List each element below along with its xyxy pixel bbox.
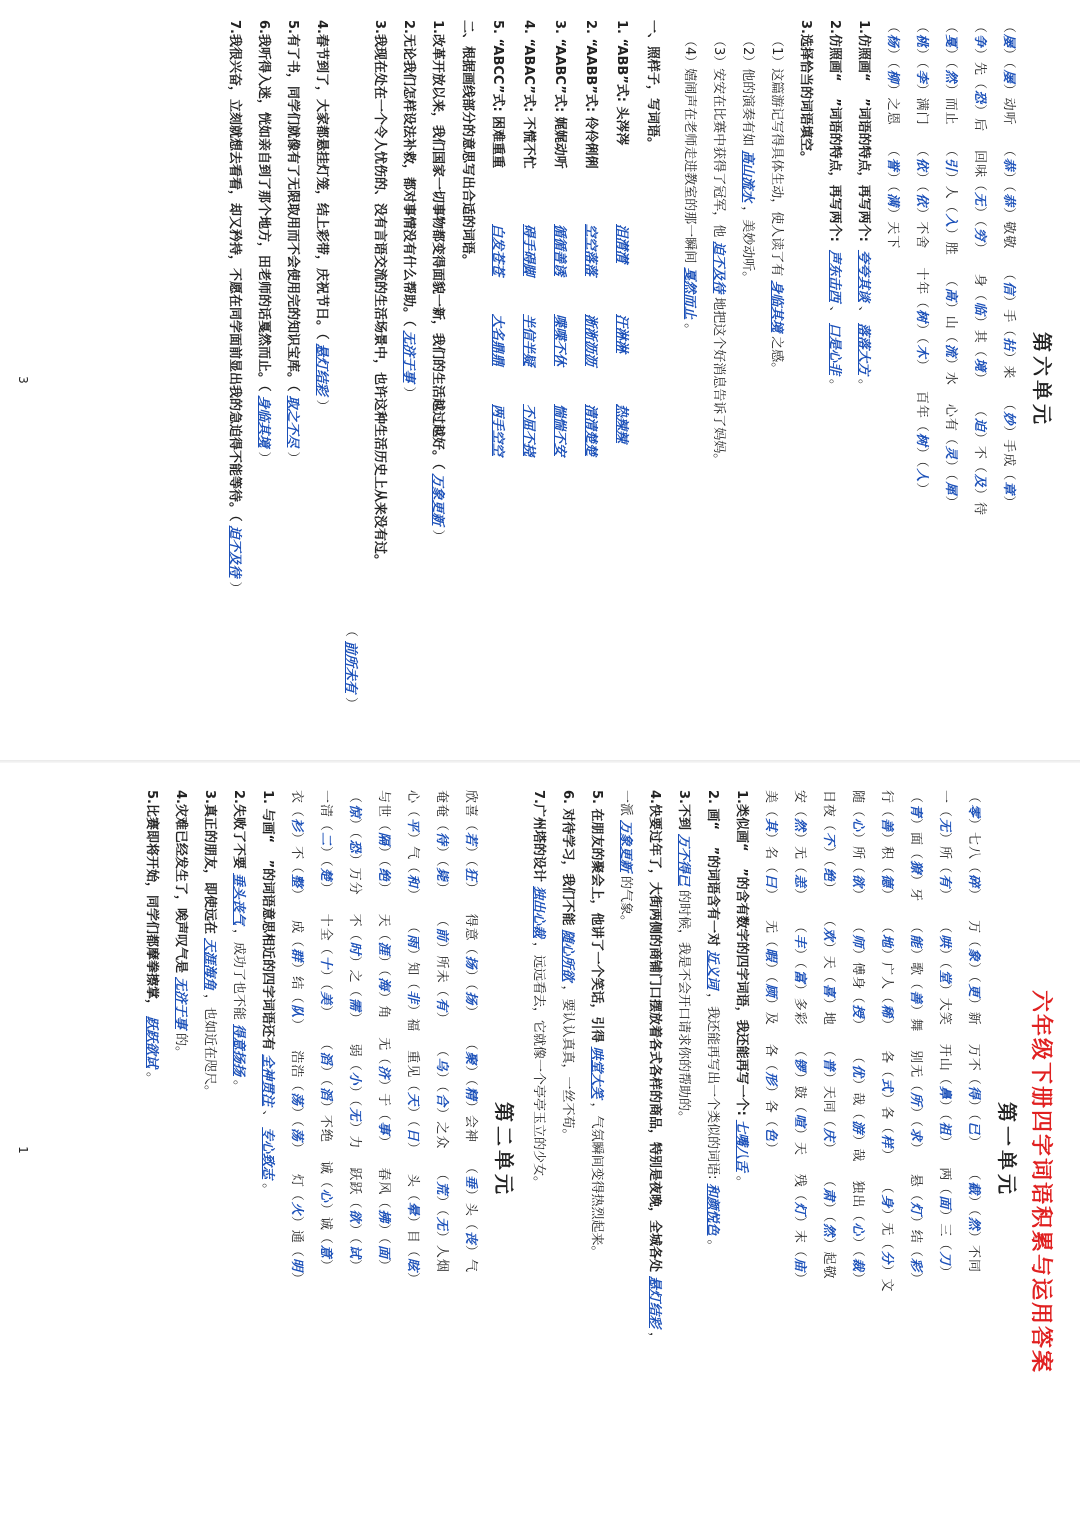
word-cell: 安（然）无（恙） <box>792 790 807 903</box>
para-6: 6.我听得入迷，恍如亲自到了那个地方，田老师的话戛然而止。（身临其境） <box>256 20 271 465</box>
word-cell: 欣喜（若）（狂） <box>463 790 478 896</box>
pattern-answer: 循循善诱 <box>552 224 567 277</box>
word-row <box>907 20 936 740</box>
q1-line: 1.仿照画“ ”词语的特点，再写两个: 夸夸其谈、落落大方。 <box>856 20 871 393</box>
word-cell: （依）（依）不舍 <box>914 143 929 250</box>
u2-q3: 3.真正的朋友，即使远在天涯海角，也如近在咫尺。 <box>202 790 217 1099</box>
u2-q5: 5.比赛即将开始，同学们都摩拳擦掌，跃跃欲试。 <box>144 790 159 1086</box>
word-row <box>311 790 340 1510</box>
word-cell: （地）广人（稀） <box>879 920 894 1033</box>
word-cell: （屡）（屡）动听 <box>1001 20 1016 126</box>
word-cell: 各（式）各（样） <box>879 1050 894 1163</box>
page-number: 3 <box>16 376 30 384</box>
word-cell: 各（形）各（色） <box>763 1043 778 1156</box>
word-cell: 身（临）其（境） <box>972 273 987 386</box>
word-cell: （普）天同（庆） <box>821 1043 836 1156</box>
word-cell: （零）七八（碎） <box>966 790 981 903</box>
word-row <box>756 790 785 1510</box>
page-number: 1 <box>16 1146 30 1154</box>
word-cell: 随（心）所（欲） <box>850 790 865 903</box>
unit-six-title: 第六单元 <box>1030 332 1054 428</box>
word-row <box>785 790 814 1510</box>
fill-1: （1）这篇游记写得具体生动，使人读了有身临其境之感。 <box>769 34 784 376</box>
pattern-answer: 碍手碍脚 <box>521 224 536 277</box>
fill-2: （2）他的演奏有如高山流水，美妙动听。 <box>740 34 755 285</box>
word-row <box>878 20 907 740</box>
q2-line: 2.仿照画“ ”词语的特点，再写两个: 声东击西、口是心非。 <box>827 20 842 393</box>
word-cell: （乌）（合）之众 <box>434 1043 449 1150</box>
u2-q4: 4.灾难已经发生了，唉声叹气是无济于事的。 <box>173 790 188 1060</box>
pattern-answer: 惴惴不安 <box>552 404 567 457</box>
page-one <box>16 790 1060 1510</box>
para-3: 3.我现在处在一个令人忧伤的、没有言语交流的生活场景中，也许这种生活历史上从来没有过。 <box>372 20 387 567</box>
word-cell: （誉）（满）天下 <box>885 143 900 250</box>
word-cell: （桃）（李）满门 <box>914 20 929 126</box>
unit-one-title: 第一单元 <box>995 1102 1019 1198</box>
u1-q2: 2. 画“ ”的词语含有一对近义词，我还能再写出一个类似的词语:和颜悦色。 <box>705 790 720 1253</box>
word-cell: 心（平）气（和） <box>405 790 420 903</box>
word-cell: （锣）鼓（喧）天 <box>792 1043 807 1156</box>
word-cell: 灯（火）通（明） <box>289 1173 304 1286</box>
word-cell: 美（其）名（曰） <box>763 790 778 903</box>
unit-two-word-table <box>282 790 485 1510</box>
word-row <box>994 20 1023 740</box>
pattern-answer: 空空落落 <box>583 224 598 277</box>
word-cell: （迫）不（及）待 <box>972 403 987 516</box>
word-cell: （肃）（然）起敬 <box>821 1173 836 1280</box>
para-7: 7.我很兴奋，立刻就想去看看，却又矜持，不愿在同学面前显出我的急迫得不能等待。（迫不及待） <box>227 20 242 595</box>
section-two-heading: 二、根据画线部分的意思写出合适的词语。 <box>460 20 475 268</box>
word-cell: （垂）头（丧）气 <box>463 1160 478 1273</box>
para-2: 2.无论我们怎样设法补救，都对事情没有什么帮助。（无济于事） <box>401 20 416 400</box>
word-cell: （优）哉（游）哉 <box>850 1050 865 1163</box>
para-1: 1.改革开放以来，我们国家一切事物都变得面貌一新，我们的生活越过越好。（万象更新） <box>430 20 445 543</box>
word-cell: 春风（拂）（面） <box>376 1167 391 1273</box>
word-cell: 残（灯）末（庙） <box>792 1173 807 1286</box>
para-4: 4.春节到了，大家都悬挂灯笼，结上彩带，庆祝节日。（悬灯结彩） <box>314 20 329 413</box>
para-3-answer: （前所未有） <box>343 623 358 710</box>
u1-q5: 5. 在朋友的聚会上，他讲了一个笑话，引得哄堂大笑，气氛瞬间变得热烈起来。 <box>589 790 604 1259</box>
word-cell: 头（晕）目（眩） <box>405 1173 420 1286</box>
word-cell: 悬（灯）结（彩） <box>908 1173 923 1286</box>
pattern-answer: 汗淋淋 <box>614 314 629 354</box>
u2-q2: 2.失败了不要垂头丧气，成功了也不能得意扬扬。 <box>231 790 246 1094</box>
pattern-answer: 半信半疑 <box>521 314 536 367</box>
pattern-label: 5. “ABCC”式: 困难重重 <box>490 20 505 169</box>
u1-q4-cont: 一派万象更新的气象。 <box>618 790 633 929</box>
pattern-label: 4. “ABAC”式: 不慌不忙 <box>521 20 536 169</box>
word-cell: 万（象）（更）新 <box>966 920 981 1026</box>
q3-line: 3.选择恰当的词语填空。 <box>798 20 813 164</box>
word-cell: 十全（十）（美） <box>318 913 333 1020</box>
word-cell: 浩浩（荡）（荡） <box>289 1050 304 1156</box>
pattern-answer: 淅淅沥沥 <box>583 314 598 367</box>
word-row <box>965 20 994 740</box>
word-cell: 十年（树）（木） <box>914 267 929 373</box>
pattern-answer: 清清楚楚 <box>583 404 598 457</box>
pattern-answer: 两手空空 <box>490 404 505 457</box>
word-cell: （妙）手成（章） <box>1001 397 1016 510</box>
pattern-answer: 泪潸潸 <box>614 224 629 264</box>
word-cell: 行（善）积（德） <box>879 790 894 903</box>
word-row <box>282 790 311 1510</box>
word-cell: 无（济）于（事） <box>376 1037 391 1150</box>
word-cell: （引）人（入）胜 <box>943 143 958 256</box>
word-cell: （聚）（精）会神 <box>463 1037 478 1143</box>
u1-q3: 3.不到万不得已的时候，我是不会开口请求你的帮助的。 <box>676 790 691 1125</box>
word-cell: 独出（心）（裁） <box>850 1180 865 1286</box>
pattern-answer: 热辣辣 <box>614 404 629 444</box>
word-cell: 无（暇）（顾）及 <box>763 920 778 1026</box>
word-cell: （恭）（恭）敬敬 <box>1001 143 1016 250</box>
unit-six-word-table <box>878 20 1023 740</box>
word-row <box>872 790 901 1510</box>
u1-q6: 6. 对待学习，我们不能随心所欲，要认认真真，一丝不苟。 <box>560 790 575 1142</box>
fill-4: （4）嬉闹声在老师走进教室的那一瞬间戛然而止。 <box>682 34 697 337</box>
word-cell: （身）无（分）文 <box>879 1180 894 1293</box>
u1-q1: 1.类似画“ ”的含有数字的四字词语，我还能再写一个:七嘴八舌。 <box>734 790 749 1189</box>
word-cell: 奄奄（待）（毙） <box>434 790 449 896</box>
word-cell: 跃跃（欲）（试） <box>347 1167 362 1273</box>
word-cell: （滔）（滔）不绝 <box>318 1037 333 1143</box>
pattern-label: 2. “AABB”式: 伶伶俐俐 <box>583 20 598 169</box>
word-row <box>427 790 456 1510</box>
word-cell: 万不（得）（已） <box>966 1043 981 1150</box>
word-row <box>340 790 369 1510</box>
word-cell: 成（群）结（队） <box>289 920 304 1033</box>
word-cell: 百年（树）（人） <box>914 390 929 497</box>
unit-two-title: 第二单元 <box>492 1102 516 1198</box>
word-row <box>901 790 930 1510</box>
word-cell: 日夜（不）（绝） <box>821 790 836 896</box>
word-cell: （欢）天（喜）地 <box>821 913 836 1026</box>
word-cell: （荒）（无）人烟 <box>434 1167 449 1273</box>
section-one-heading: 一、照样子，写词语。 <box>645 20 660 151</box>
word-cell: 重见（天）（日） <box>405 1050 420 1156</box>
word-row <box>843 790 872 1510</box>
pattern-label: 3. “AABC”式: 娓娓动听 <box>552 20 567 169</box>
word-row <box>814 790 843 1510</box>
word-row <box>369 790 398 1510</box>
word-cell: 诚（心）诚（意） <box>318 1160 333 1273</box>
unit-one-word-table <box>756 790 988 1510</box>
page-three <box>16 20 1060 740</box>
pattern-grid <box>482 20 637 740</box>
word-cell: （争）先（恐）后 <box>972 20 987 133</box>
word-cell: （信）手（拈）来 <box>1001 267 1016 380</box>
word-row <box>930 790 959 1510</box>
word-cell: 一清（二）（楚） <box>318 790 333 896</box>
pattern-answer: 大名鼎鼎 <box>490 314 505 367</box>
word-row <box>456 790 485 1510</box>
word-row <box>398 790 427 1510</box>
u1-q7: 7.广州塔的设计独出心裁，远远看去，它就像一个亭亭玉立的少女。 <box>531 790 546 1190</box>
word-cell: 别无（所）（求） <box>908 1050 923 1156</box>
word-cell: （戛）（然）而止 <box>943 20 958 126</box>
word-cell: （青）面（獠）牙 <box>908 790 923 903</box>
word-cell: （惊）（恐）万分 <box>347 790 362 896</box>
word-cell: 衣（衫）不（整） <box>289 790 304 903</box>
word-cell: 弱（小）（无）力 <box>347 1043 362 1150</box>
pattern-answer: 喋喋不休 <box>552 314 567 367</box>
word-cell: 得意（扬）（扬） <box>463 913 478 1020</box>
word-cell: （师）傅身（授） <box>850 920 865 1033</box>
word-cell: （雨）知（非）福 <box>405 920 420 1033</box>
u1-q4: 4.快要过年了，大街两侧的商铺门口摆放着各式各样的商品，特别是夜晚，全城各处悬灯结彩， <box>647 790 662 1346</box>
main-title: 六年级下册四字词语积累与运用答案 <box>1028 990 1053 1375</box>
word-cell: 心有（灵）（犀） <box>943 403 958 510</box>
word-cell: 回味（无）（穷） <box>972 150 987 256</box>
word-cell: （丰）（富）多彩 <box>792 920 807 1026</box>
pattern-answer: 白发苍苍 <box>490 224 505 277</box>
word-cell: 开山（鼻）（祖） <box>937 1043 952 1150</box>
word-cell: （杨）（柳）之恩 <box>885 20 900 126</box>
word-cell: 两（面）三（刀） <box>937 1167 952 1280</box>
word-row <box>936 20 965 740</box>
word-cell: 天（涯）（海）角 <box>376 913 391 1020</box>
word-cell: 与世（隔）（绝） <box>376 790 391 896</box>
u2-q1: 1. 与画“ ”的词语意思相近的四字词语还有全神贯注、专心致志。 <box>260 790 275 1197</box>
para-5: 5.有了书，同学们就像有了无限取用而不会使用完的知识宝库。（取之不尽） <box>285 20 300 465</box>
word-cell: （哄）（堂）大笑 <box>937 920 952 1026</box>
word-row <box>959 790 988 1510</box>
fill-3: （3）安安在比赛中获得了冠军，他迫不及待地把这个好消息告诉了妈妈。 <box>711 34 726 467</box>
word-cell: 一（无）所（有） <box>937 790 952 903</box>
word-cell: （截）（然）不同 <box>966 1167 981 1273</box>
pattern-answer: 不屈不挠 <box>521 404 536 457</box>
word-cell: （前）所未（有） <box>434 913 449 1026</box>
page-fold-divider <box>0 760 1080 763</box>
pattern-label: 1. “ABB”式: 头涔涔 <box>614 20 629 146</box>
word-cell: 不（时）之（需） <box>347 913 362 1026</box>
word-cell: （高）山（流）水 <box>943 273 958 386</box>
word-cell: （能）歌（善）舞 <box>908 920 923 1033</box>
